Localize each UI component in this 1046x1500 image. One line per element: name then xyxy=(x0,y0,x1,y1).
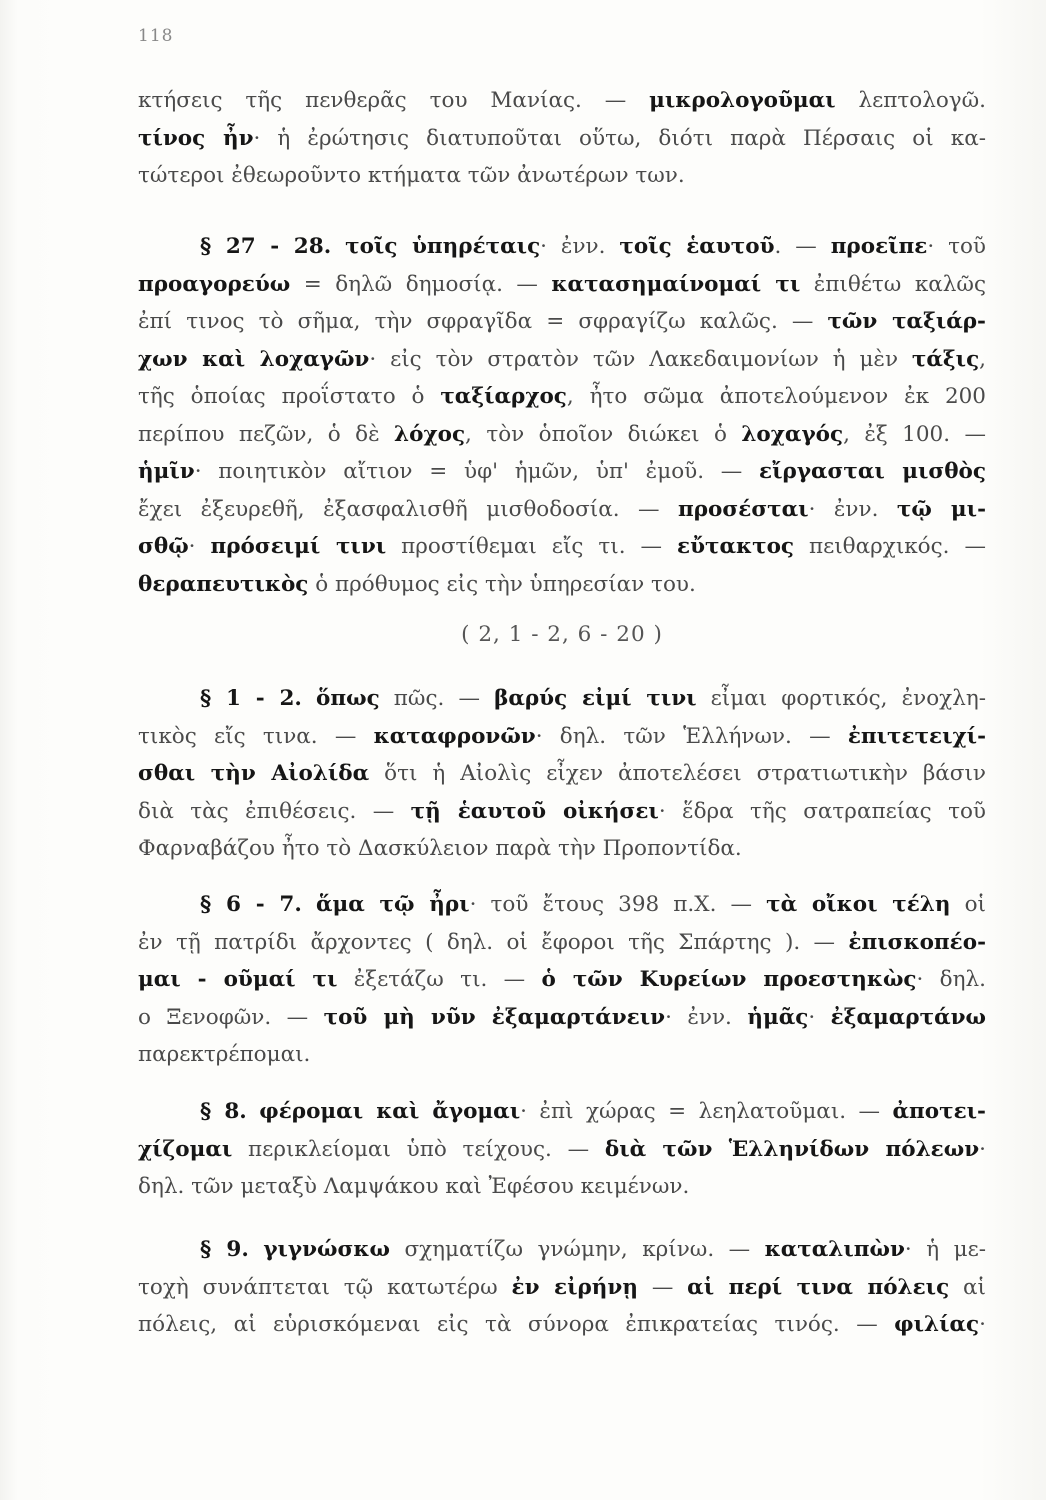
lemma-term: σθῷ xyxy=(138,534,189,559)
paragraph-section-8 xyxy=(138,1093,986,1206)
text-line xyxy=(138,755,986,793)
lemma-term: ἅμα τῷ ἦρι xyxy=(315,892,470,917)
gloss-text: διὰ τὰς ἐπιθέσεις. — xyxy=(138,798,411,824)
lemma-term: καταφρονῶν xyxy=(373,723,536,749)
lemma-term: § 1 - 2. xyxy=(200,686,302,711)
lemma-term: κατασημαίνομαί τι xyxy=(551,271,801,297)
gloss-text: λεπτολογῶ. xyxy=(835,88,987,113)
page-number: 118 xyxy=(138,26,174,46)
lemma-term: αἱ περί τινα πόλεις xyxy=(687,1274,950,1300)
gloss-text: · ἡ με- xyxy=(904,1237,986,1262)
lemma-term: ἐν εἰρήνῃ xyxy=(511,1274,638,1300)
text-line xyxy=(138,961,986,999)
text-line xyxy=(138,453,986,491)
gloss-text: τῆς ὁποίας προΐστατο ὁ xyxy=(138,384,441,409)
gloss-text: , τὸν ὁποῖον διώκει ὁ xyxy=(465,421,742,447)
lemma-term: μικρολογοῦμαι xyxy=(649,88,836,113)
lemma-term: § 6 - 7. xyxy=(200,892,302,917)
gloss-text xyxy=(302,686,316,711)
lemma-term: διὰ τῶν Ἑλληνίδων πόλεων xyxy=(604,1136,980,1162)
lemma-term: τῷ μι- xyxy=(896,496,986,522)
lemma-term: § 9. xyxy=(200,1237,249,1262)
lemma-term: φέρομαι καὶ ἄγομαι xyxy=(259,1099,521,1124)
gloss-text: τικὸς εἴς τινα. — xyxy=(138,723,374,749)
gloss-text: παρεκτρέπομαι. xyxy=(138,1042,311,1067)
lemma-term: χίζομαι xyxy=(138,1136,233,1162)
lemma-term: εἴργασται μισθὸς xyxy=(759,459,986,484)
paragraph-section-9 xyxy=(138,1231,986,1344)
text-line xyxy=(138,886,986,924)
text-line xyxy=(138,1131,986,1169)
text-line xyxy=(138,793,986,831)
gloss-text: · τοῦ ἔτους 398 π.Χ. — xyxy=(469,892,767,917)
text-line xyxy=(138,303,986,341)
gloss-text: · ἕδρα τῆς σατραπείας τοῦ xyxy=(658,798,986,824)
lemma-term: σθαι τὴν Αἰολίδα xyxy=(138,761,370,786)
gloss-text: πῶς. — xyxy=(379,686,495,711)
lemma-term: ὁ τῶν Κυρείων προεστηκὼς xyxy=(541,967,917,992)
gloss-text xyxy=(302,892,316,917)
gloss-text: εἶμαι φορτικός, ἐνοχλη- xyxy=(696,686,986,711)
lemma-term: τῶν ταξιάρ- xyxy=(827,309,986,334)
text-line xyxy=(138,157,986,195)
text-line xyxy=(138,82,986,120)
gloss-text: δηλ. τῶν μεταξὺ Λαμψάκου καὶ Ἐφέσου κειμένων. xyxy=(138,1174,690,1199)
lemma-term: εὔτακτος xyxy=(677,534,795,559)
gloss-text: , xyxy=(979,346,987,372)
lemma-term: τοῖς ὑπηρέταις xyxy=(345,234,541,259)
gloss-text: · xyxy=(979,1136,986,1162)
lemma-term: λοχαγός xyxy=(741,421,844,447)
text-line xyxy=(138,120,986,158)
text-line xyxy=(138,228,986,266)
gloss-text: ἐπιθέτω καλῶς xyxy=(800,271,986,297)
paragraph-intro xyxy=(138,82,986,195)
text-line xyxy=(138,718,986,756)
text-line xyxy=(138,1269,986,1307)
gloss-text: περικλείομαι ὑπὸ τείχους. — xyxy=(232,1136,605,1162)
lemma-term: ὅπως xyxy=(316,686,380,711)
gloss-text xyxy=(247,1099,259,1124)
gloss-text: · ἐπὶ χώρας = λεηλατοῦμαι. — xyxy=(520,1099,893,1124)
lemma-term: ἡμᾶς xyxy=(747,1004,809,1030)
gloss-text: , ἦτο σῶμα ἀποτελούμενον ἐκ 200 xyxy=(566,384,986,409)
gloss-text: σχηματίζω γνώμην, κρίνω. — xyxy=(389,1237,765,1262)
lemma-term: βαρύς εἰμί τινι xyxy=(494,686,697,711)
gloss-text: · ἐνν. xyxy=(665,1004,748,1030)
lemma-term: τοῖς ἑαυτοῦ xyxy=(619,234,775,259)
paragraph-section-1-2 xyxy=(138,680,986,868)
gloss-text: · xyxy=(188,534,211,559)
gloss-text xyxy=(249,1237,264,1262)
section-heading: ( 2, 1 - 2, 6 - 20 ) xyxy=(461,622,663,647)
paragraph-section-27-28 xyxy=(138,228,986,603)
lemma-term: τὰ οἴκοι τέλη xyxy=(766,892,951,917)
lemma-term: ἐπισκοπέο- xyxy=(848,929,986,955)
lemma-term: ταξίαρχος xyxy=(440,384,567,409)
lemma-term: προαγορεύω xyxy=(138,271,291,297)
text-line xyxy=(138,1036,986,1074)
text-line xyxy=(138,1306,986,1344)
text-line xyxy=(138,1168,986,1206)
lemma-term: καταλιπὼν xyxy=(764,1237,905,1262)
gloss-text: · δηλ. xyxy=(916,967,986,992)
gloss-text: οἱ xyxy=(950,892,986,917)
gloss-text: αἱ xyxy=(949,1274,986,1300)
lemma-term: πρόσειμί τινι xyxy=(210,534,387,559)
lemma-term: τίνος ἦν xyxy=(138,125,254,151)
gloss-text: · xyxy=(979,1312,986,1337)
gloss-text: = δηλῶ δημοσίᾳ. — xyxy=(290,271,552,297)
text-line xyxy=(138,491,986,529)
gloss-text: ο Ξενοφῶν. — xyxy=(138,1004,324,1030)
gloss-text: · εἰς τὸν στρατὸν τῶν Λακεδαιμονίων ἡ μὲν xyxy=(369,346,912,372)
lemma-term: ἡμῖν xyxy=(138,459,195,484)
gloss-text: · τοῦ xyxy=(927,234,987,259)
gloss-text: ὁ πρόθυμος εἰς τὴν ὑπηρεσίαν του. xyxy=(308,571,696,597)
paragraph-section-6-7 xyxy=(138,886,986,1074)
gloss-text: · ἡ ἐρώτησις διατυποῦται οὕτω, διότι παρὰ Πέρσαις οἱ κα- xyxy=(253,125,986,151)
text-line xyxy=(138,830,986,868)
lemma-term: γιγνώσκω xyxy=(263,1237,390,1262)
lemma-term: προσέσται xyxy=(678,496,809,522)
gloss-text: — xyxy=(637,1274,688,1300)
lemma-term: ἀποτει- xyxy=(892,1099,986,1124)
gloss-text: ἔχει ἐξευρεθῆ, ἐξασφαλισθῆ μισθοδοσία. — xyxy=(138,496,679,522)
lemma-term: χων καὶ λοχαγῶν xyxy=(138,346,370,372)
lemma-term: τάξις xyxy=(911,346,980,372)
gloss-text: πόλεις, αἱ εὑρισκόμεναι εἰς τὰ σύνορα ἐπικρατείας τινός. — xyxy=(138,1312,895,1337)
gloss-text: προστίθεμαι εἴς τι. — xyxy=(386,534,677,559)
gloss-text: ἐν τῇ πατρίδι ἄρχοντες ( δηλ. οἱ ἔφοροι τῆς Σπάρτης ). — xyxy=(138,929,849,955)
text-line xyxy=(138,266,986,304)
gloss-text: τώτεροι ἐθεωροῦντο κτήματα τῶν ἀνωτέρων των. xyxy=(138,163,685,188)
lemma-term: θεραπευτικὸς xyxy=(138,571,309,597)
lemma-term: § 8. xyxy=(200,1099,247,1124)
text-line xyxy=(138,566,986,604)
lemma-term: μαι - οῦμαί τι xyxy=(138,967,338,992)
gloss-text: τοχὴ συνάπτεται τῷ κατωτέρω xyxy=(138,1274,512,1300)
lemma-term: ἐπιτετειχί- xyxy=(847,723,986,749)
text-line xyxy=(138,999,986,1037)
text-line xyxy=(138,924,986,962)
lemma-term: φιλίας xyxy=(894,1312,980,1337)
text-line xyxy=(138,680,986,718)
lemma-term: § 27 - 28. xyxy=(200,234,332,259)
gloss-text: · ἐνν. xyxy=(540,234,620,259)
lemma-term: λόχος xyxy=(394,421,466,447)
gloss-text: · ποιητικὸν αἴτιον = ὑφ' ἡμῶν, ὑπ' ἐμοῦ. — xyxy=(194,459,760,484)
text-line xyxy=(138,528,986,566)
lemma-term: τῇ ἑαυτοῦ οἰκήσει xyxy=(410,798,659,824)
gloss-text: · ἐνν. xyxy=(808,496,897,522)
gloss-text xyxy=(331,234,345,259)
gloss-text: ἐξετάζω τι. — xyxy=(337,967,542,992)
text-line xyxy=(138,1093,986,1131)
text-line xyxy=(138,341,986,379)
text-line xyxy=(138,416,986,454)
text-line xyxy=(138,378,986,416)
text-line xyxy=(138,1231,986,1269)
gloss-text: ὅτι ἡ Αἰολὶς εἶχεν ἀποτελέσει στρατιωτικὴν βάσιν xyxy=(369,761,986,786)
gloss-text: πειθαρχικός. — xyxy=(794,534,986,559)
gloss-text: . — xyxy=(774,234,831,259)
gloss-text: · δηλ. τῶν Ἑλλήνων. — xyxy=(535,723,848,749)
gloss-text: · xyxy=(808,1004,831,1030)
lemma-term: ἐξαμαρτάνω xyxy=(830,1004,987,1030)
gloss-text: , ἐξ 100. — xyxy=(843,421,986,447)
gloss-text: ἐπί τινος τὸ σῆμα, τὴν σφραγῖδα = σφραγίζω καλῶς. — xyxy=(138,309,828,334)
gloss-text: περίπου πεζῶν, ὁ δὲ xyxy=(138,421,395,447)
lemma-term: προεῖπε xyxy=(830,234,928,259)
lemma-term: τοῦ μὴ νῦν ἐξαμαρτάνειν xyxy=(323,1004,666,1030)
gloss-text: κτήσεις τῆς πενθερᾶς του Μανίας. — xyxy=(138,88,650,113)
gloss-text: Φαρναβάζου ἦτο τὸ Δασκύλειον παρὰ τὴν Προποντίδα. xyxy=(138,836,742,861)
